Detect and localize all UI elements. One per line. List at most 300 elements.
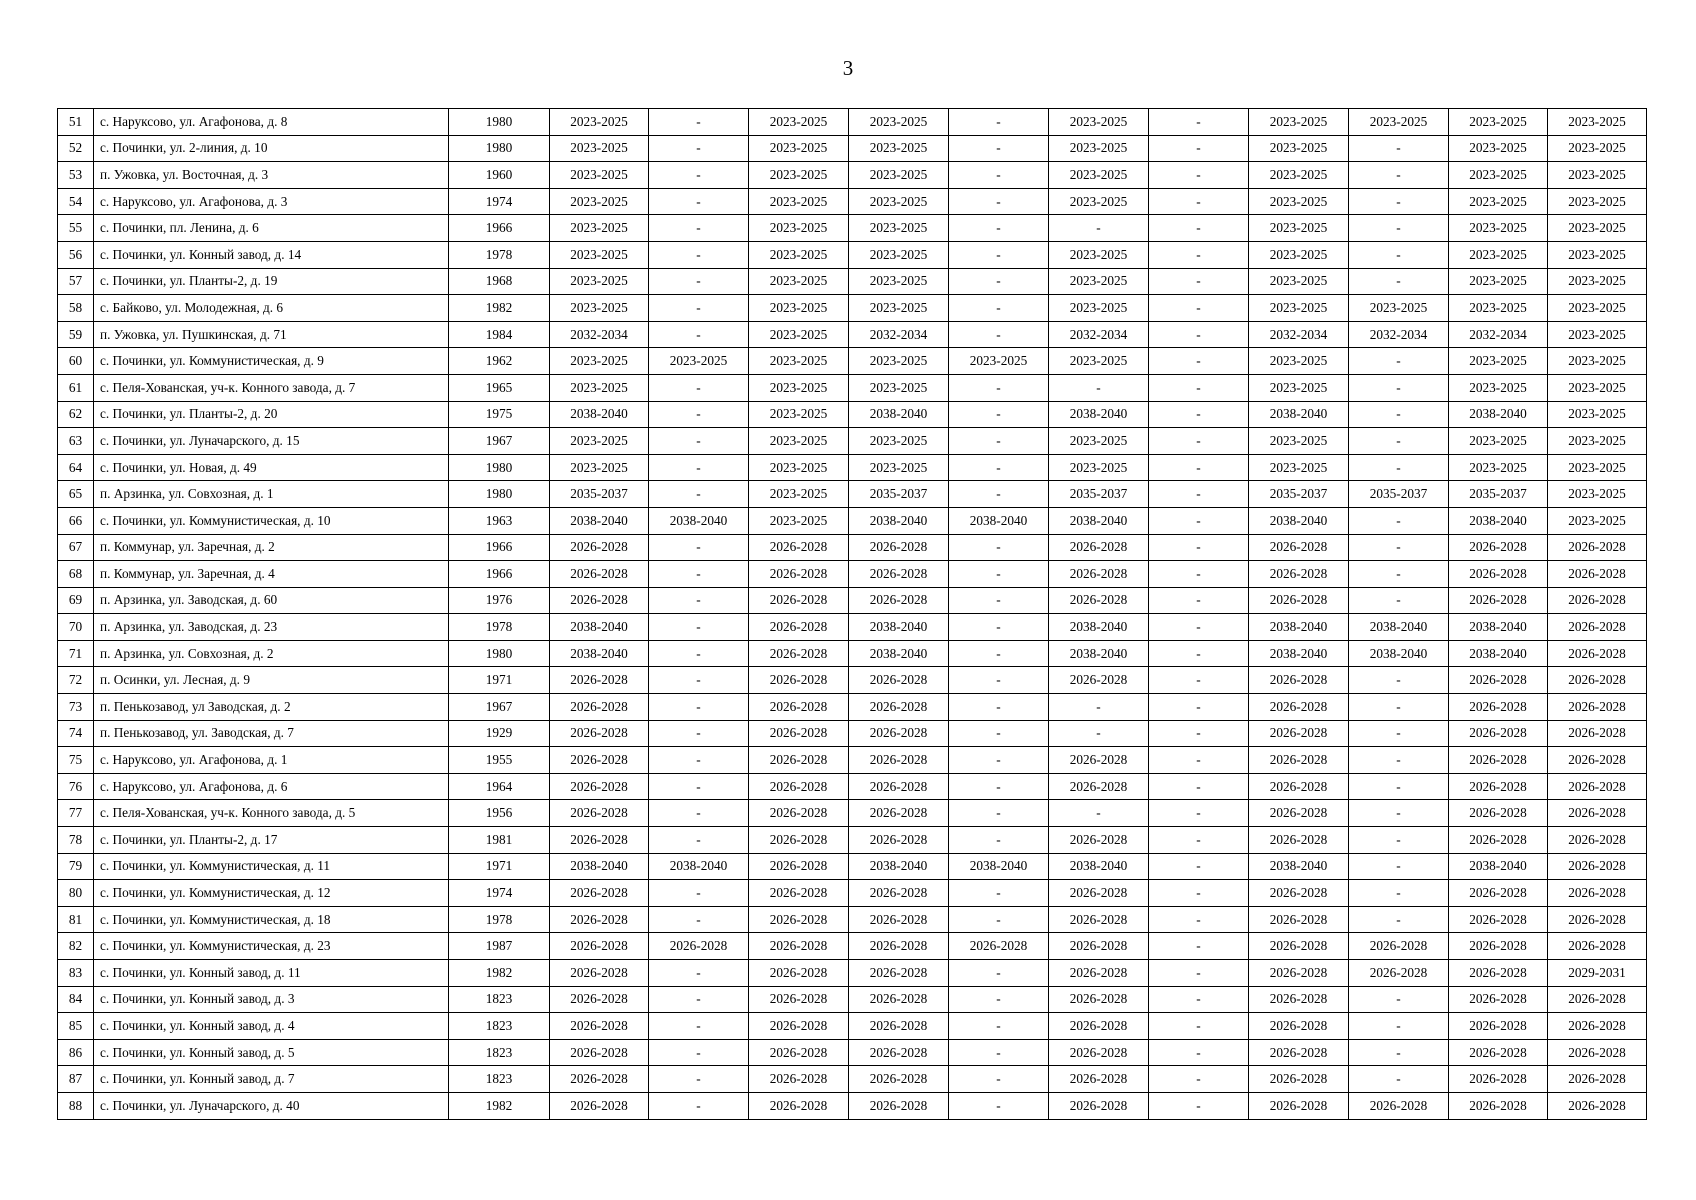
period-cell-7: - <box>1149 827 1249 854</box>
address-cell: с. Наруксово, ул. Агафонова, д. 1 <box>94 747 449 774</box>
period-cell-2: - <box>649 109 749 136</box>
period-cell-10: 2026-2028 <box>1449 747 1548 774</box>
period-cell-11: 2023-2025 <box>1548 241 1647 268</box>
period-cell-7: - <box>1149 853 1249 880</box>
period-cell-10: 2026-2028 <box>1449 986 1548 1013</box>
period-cell-5: - <box>949 1066 1049 1093</box>
period-cell-5: 2023-2025 <box>949 348 1049 375</box>
table-row <box>58 162 1647 189</box>
period-cell-1: 2026-2028 <box>550 1092 649 1119</box>
address-cell: с. Починки, ул. Планты-2, д. 20 <box>94 401 449 428</box>
period-cell-6: 2023-2025 <box>1049 188 1149 215</box>
period-cell-8: 2026-2028 <box>1249 773 1349 800</box>
period-cell-8: 2026-2028 <box>1249 1013 1349 1040</box>
period-cell-9: - <box>1349 720 1449 747</box>
period-cell-2: - <box>649 401 749 428</box>
period-cell-10: 2023-2025 <box>1449 188 1548 215</box>
period-cell-3: 2023-2025 <box>749 428 849 455</box>
period-cell-2: - <box>649 800 749 827</box>
period-cell-5: - <box>949 1039 1049 1066</box>
period-cell-6: 2026-2028 <box>1049 747 1149 774</box>
row-number-cell: 53 <box>58 162 94 189</box>
period-cell-6: 2026-2028 <box>1049 667 1149 694</box>
period-cell-3: 2026-2028 <box>749 1013 849 1040</box>
period-cell-2: - <box>649 215 749 242</box>
period-cell-3: 2026-2028 <box>749 587 849 614</box>
address-cell: с. Байково, ул. Молодежная, д. 6 <box>94 295 449 322</box>
period-cell-11: 2023-2025 <box>1548 374 1647 401</box>
row-number-cell: 87 <box>58 1066 94 1093</box>
period-cell-2: 2026-2028 <box>649 933 749 960</box>
period-cell-3: 2026-2028 <box>749 640 849 667</box>
year-built-cell: 1963 <box>449 507 550 534</box>
table-row <box>58 374 1647 401</box>
period-cell-2: 2038-2040 <box>649 507 749 534</box>
period-cell-9: - <box>1349 428 1449 455</box>
address-cell: с. Починки, ул. Планты-2, д. 17 <box>94 827 449 854</box>
row-number-cell: 56 <box>58 241 94 268</box>
period-cell-7: - <box>1149 401 1249 428</box>
period-cell-7: - <box>1149 773 1249 800</box>
period-cell-6: 2023-2025 <box>1049 348 1149 375</box>
period-cell-9: - <box>1349 880 1449 907</box>
row-number-cell: 55 <box>58 215 94 242</box>
period-cell-9: - <box>1349 561 1449 588</box>
address-cell: п. Ужовка, ул. Пушкинская, д. 71 <box>94 321 449 348</box>
period-cell-5: - <box>949 747 1049 774</box>
period-cell-4: 2026-2028 <box>849 986 949 1013</box>
year-built-cell: 1974 <box>449 188 550 215</box>
row-number-cell: 63 <box>58 428 94 455</box>
period-cell-4: 2026-2028 <box>849 1092 949 1119</box>
table-row <box>58 1039 1647 1066</box>
period-cell-7: - <box>1149 507 1249 534</box>
row-number-cell: 78 <box>58 827 94 854</box>
period-cell-7: - <box>1149 1013 1249 1040</box>
address-cell: п. Арзинка, ул. Совхозная, д. 2 <box>94 640 449 667</box>
period-cell-5: - <box>949 135 1049 162</box>
period-cell-2: - <box>649 534 749 561</box>
period-cell-7: - <box>1149 667 1249 694</box>
address-cell: с. Починки, ул. Коммунистическая, д. 11 <box>94 853 449 880</box>
period-cell-10: 2026-2028 <box>1449 906 1548 933</box>
address-cell: п. Арзинка, ул. Совхозная, д. 1 <box>94 481 449 508</box>
address-cell: с. Починки, пл. Ленина, д. 6 <box>94 215 449 242</box>
year-built-cell: 1965 <box>449 374 550 401</box>
table-row <box>58 614 1647 641</box>
address-cell: с. Починки, ул. Луначарского, д. 40 <box>94 1092 449 1119</box>
table-row <box>58 321 1647 348</box>
period-cell-9: - <box>1349 587 1449 614</box>
period-cell-10: 2023-2025 <box>1449 295 1548 322</box>
year-built-cell: 1823 <box>449 986 550 1013</box>
row-number-cell: 84 <box>58 986 94 1013</box>
period-cell-8: 2026-2028 <box>1249 720 1349 747</box>
period-cell-3: 2023-2025 <box>749 454 849 481</box>
period-cell-6: 2026-2028 <box>1049 906 1149 933</box>
table-row <box>58 880 1647 907</box>
period-cell-1: 2038-2040 <box>550 401 649 428</box>
period-cell-7: - <box>1149 135 1249 162</box>
period-cell-5: - <box>949 188 1049 215</box>
period-cell-10: 2026-2028 <box>1449 587 1548 614</box>
address-cell: п. Пенькозавод, ул. Заводская, д. 7 <box>94 720 449 747</box>
year-built-cell: 1982 <box>449 1092 550 1119</box>
period-cell-1: 2026-2028 <box>550 1013 649 1040</box>
period-cell-3: 2023-2025 <box>749 109 849 136</box>
table-row <box>58 960 1647 987</box>
period-cell-5: 2026-2028 <box>949 933 1049 960</box>
table-row <box>58 773 1647 800</box>
period-cell-10: 2026-2028 <box>1449 667 1548 694</box>
period-cell-9: 2038-2040 <box>1349 614 1449 641</box>
table-row <box>58 481 1647 508</box>
period-cell-3: 2026-2028 <box>749 614 849 641</box>
address-cell: с. Починки, ул. Коммунистическая, д. 23 <box>94 933 449 960</box>
period-cell-10: 2026-2028 <box>1449 1039 1548 1066</box>
period-cell-8: 2038-2040 <box>1249 640 1349 667</box>
period-cell-11: 2029-2031 <box>1548 960 1647 987</box>
period-cell-11: 2026-2028 <box>1548 933 1647 960</box>
period-cell-4: 2026-2028 <box>849 534 949 561</box>
period-cell-2: - <box>649 960 749 987</box>
period-cell-8: 2035-2037 <box>1249 481 1349 508</box>
period-cell-6: 2026-2028 <box>1049 1039 1149 1066</box>
table-row <box>58 561 1647 588</box>
period-cell-2: - <box>649 1039 749 1066</box>
period-cell-6: 2023-2025 <box>1049 109 1149 136</box>
period-cell-7: - <box>1149 268 1249 295</box>
year-built-cell: 1966 <box>449 215 550 242</box>
period-cell-10: 2038-2040 <box>1449 401 1548 428</box>
period-cell-11: 2026-2028 <box>1548 827 1647 854</box>
period-cell-6: 2038-2040 <box>1049 853 1149 880</box>
period-cell-11: 2023-2025 <box>1548 188 1647 215</box>
table-row <box>58 268 1647 295</box>
table-row <box>58 534 1647 561</box>
period-cell-7: - <box>1149 614 1249 641</box>
year-built-cell: 1978 <box>449 241 550 268</box>
period-cell-7: - <box>1149 348 1249 375</box>
period-cell-10: 2026-2028 <box>1449 534 1548 561</box>
row-number-cell: 66 <box>58 507 94 534</box>
period-cell-2: 2023-2025 <box>649 348 749 375</box>
period-cell-8: 2026-2028 <box>1249 587 1349 614</box>
period-cell-9: - <box>1349 188 1449 215</box>
period-cell-5: - <box>949 109 1049 136</box>
period-cell-4: 2026-2028 <box>849 561 949 588</box>
year-built-cell: 1978 <box>449 906 550 933</box>
period-cell-9: - <box>1349 773 1449 800</box>
period-cell-1: 2038-2040 <box>550 614 649 641</box>
row-number-cell: 81 <box>58 906 94 933</box>
row-number-cell: 71 <box>58 640 94 667</box>
period-cell-5: - <box>949 640 1049 667</box>
period-cell-11: 2026-2028 <box>1548 773 1647 800</box>
address-cell: с. Починки, ул. Коммунистическая, д. 10 <box>94 507 449 534</box>
period-cell-7: - <box>1149 374 1249 401</box>
row-number-cell: 61 <box>58 374 94 401</box>
period-cell-2: - <box>649 1092 749 1119</box>
period-cell-1: 2026-2028 <box>550 694 649 721</box>
period-cell-5: - <box>949 720 1049 747</box>
period-cell-10: 2026-2028 <box>1449 561 1548 588</box>
period-cell-10: 2026-2028 <box>1449 1066 1548 1093</box>
period-cell-4: 2023-2025 <box>849 188 949 215</box>
period-cell-5: - <box>949 295 1049 322</box>
period-cell-4: 2023-2025 <box>849 374 949 401</box>
period-cell-8: 2026-2028 <box>1249 667 1349 694</box>
year-built-cell: 1978 <box>449 614 550 641</box>
period-cell-3: 2026-2028 <box>749 667 849 694</box>
period-cell-9: - <box>1349 1039 1449 1066</box>
period-cell-5: - <box>949 800 1049 827</box>
period-cell-6: 2026-2028 <box>1049 986 1149 1013</box>
period-cell-8: 2038-2040 <box>1249 853 1349 880</box>
address-cell: с. Починки, ул. Луначарского, д. 15 <box>94 428 449 455</box>
table-row <box>58 1013 1647 1040</box>
period-cell-11: 2023-2025 <box>1548 454 1647 481</box>
row-number-cell: 79 <box>58 853 94 880</box>
period-cell-8: 2026-2028 <box>1249 1039 1349 1066</box>
period-cell-5: - <box>949 241 1049 268</box>
period-cell-11: 2023-2025 <box>1548 321 1647 348</box>
period-cell-7: - <box>1149 215 1249 242</box>
period-cell-1: 2038-2040 <box>550 507 649 534</box>
period-cell-5: - <box>949 454 1049 481</box>
year-built-cell: 1962 <box>449 348 550 375</box>
period-cell-3: 2026-2028 <box>749 853 849 880</box>
period-cell-10: 2026-2028 <box>1449 800 1548 827</box>
table-row <box>58 694 1647 721</box>
period-cell-6: - <box>1049 720 1149 747</box>
period-cell-6: 2035-2037 <box>1049 481 1149 508</box>
period-cell-7: - <box>1149 534 1249 561</box>
period-cell-11: 2026-2028 <box>1548 534 1647 561</box>
period-cell-5: - <box>949 268 1049 295</box>
period-cell-5: - <box>949 986 1049 1013</box>
year-built-cell: 1966 <box>449 534 550 561</box>
period-cell-5: - <box>949 827 1049 854</box>
year-built-cell: 1967 <box>449 694 550 721</box>
year-built-cell: 1980 <box>449 640 550 667</box>
period-cell-2: - <box>649 188 749 215</box>
address-cell: с. Починки, ул. Конный завод, д. 7 <box>94 1066 449 1093</box>
period-cell-9: - <box>1349 135 1449 162</box>
period-cell-1: 2023-2025 <box>550 454 649 481</box>
period-cell-2: - <box>649 1013 749 1040</box>
period-cell-3: 2023-2025 <box>749 188 849 215</box>
period-cell-2: - <box>649 614 749 641</box>
period-cell-5: - <box>949 401 1049 428</box>
year-built-cell: 1966 <box>449 561 550 588</box>
period-cell-5: - <box>949 773 1049 800</box>
period-cell-1: 2023-2025 <box>550 109 649 136</box>
period-cell-10: 2038-2040 <box>1449 614 1548 641</box>
period-cell-8: 2038-2040 <box>1249 401 1349 428</box>
period-cell-10: 2038-2040 <box>1449 853 1548 880</box>
period-cell-8: 2023-2025 <box>1249 454 1349 481</box>
period-cell-5: - <box>949 880 1049 907</box>
period-cell-7: - <box>1149 747 1249 774</box>
period-cell-4: 2026-2028 <box>849 800 949 827</box>
period-cell-2: 2038-2040 <box>649 853 749 880</box>
period-cell-5: - <box>949 428 1049 455</box>
period-cell-4: 2026-2028 <box>849 960 949 987</box>
period-cell-10: 2026-2028 <box>1449 880 1548 907</box>
period-cell-6: 2023-2025 <box>1049 268 1149 295</box>
period-cell-8: 2023-2025 <box>1249 188 1349 215</box>
period-cell-1: 2026-2028 <box>550 561 649 588</box>
period-cell-3: 2026-2028 <box>749 800 849 827</box>
table-row <box>58 827 1647 854</box>
period-cell-6: - <box>1049 800 1149 827</box>
period-cell-7: - <box>1149 640 1249 667</box>
period-cell-5: - <box>949 561 1049 588</box>
period-cell-4: 2026-2028 <box>849 773 949 800</box>
row-number-cell: 60 <box>58 348 94 375</box>
period-cell-1: 2023-2025 <box>550 162 649 189</box>
period-cell-4: 2035-2037 <box>849 481 949 508</box>
period-cell-4: 2038-2040 <box>849 640 949 667</box>
period-cell-8: 2026-2028 <box>1249 694 1349 721</box>
row-number-cell: 77 <box>58 800 94 827</box>
period-cell-8: 2038-2040 <box>1249 614 1349 641</box>
period-cell-6: 2023-2025 <box>1049 295 1149 322</box>
table-row <box>58 853 1647 880</box>
period-cell-11: 2026-2028 <box>1548 561 1647 588</box>
period-cell-8: 2026-2028 <box>1249 561 1349 588</box>
period-cell-5: - <box>949 321 1049 348</box>
year-built-cell: 1987 <box>449 933 550 960</box>
period-cell-7: - <box>1149 587 1249 614</box>
period-cell-7: - <box>1149 241 1249 268</box>
period-cell-11: 2026-2028 <box>1548 1013 1647 1040</box>
period-cell-9: 2026-2028 <box>1349 1092 1449 1119</box>
address-cell: п. Коммунар, ул. Заречная, д. 4 <box>94 561 449 588</box>
period-cell-9: - <box>1349 348 1449 375</box>
period-cell-4: 2023-2025 <box>849 135 949 162</box>
housing-register-table <box>57 108 1647 1120</box>
period-cell-5: - <box>949 694 1049 721</box>
period-cell-9: 2023-2025 <box>1349 109 1449 136</box>
row-number-cell: 86 <box>58 1039 94 1066</box>
year-built-cell: 1955 <box>449 747 550 774</box>
period-cell-1: 2026-2028 <box>550 773 649 800</box>
period-cell-10: 2023-2025 <box>1449 215 1548 242</box>
year-built-cell: 1971 <box>449 853 550 880</box>
row-number-cell: 68 <box>58 561 94 588</box>
period-cell-2: - <box>649 135 749 162</box>
period-cell-1: 2023-2025 <box>550 374 649 401</box>
table-row <box>58 507 1647 534</box>
period-cell-10: 2038-2040 <box>1449 507 1548 534</box>
period-cell-3: 2026-2028 <box>749 694 849 721</box>
period-cell-4: 2026-2028 <box>849 827 949 854</box>
address-cell: п. Арзинка, ул. Заводская, д. 23 <box>94 614 449 641</box>
year-built-cell: 1956 <box>449 800 550 827</box>
period-cell-9: 2038-2040 <box>1349 640 1449 667</box>
period-cell-5: - <box>949 1013 1049 1040</box>
row-number-cell: 85 <box>58 1013 94 1040</box>
period-cell-10: 2023-2025 <box>1449 109 1548 136</box>
period-cell-1: 2026-2028 <box>550 667 649 694</box>
period-cell-3: 2023-2025 <box>749 135 849 162</box>
period-cell-10: 2026-2028 <box>1449 933 1548 960</box>
period-cell-10: 2026-2028 <box>1449 694 1548 721</box>
year-built-cell: 1823 <box>449 1039 550 1066</box>
period-cell-5: - <box>949 614 1049 641</box>
period-cell-3: 2023-2025 <box>749 374 849 401</box>
address-cell: с. Пеля-Хованская, уч-к. Конного завода, д. 5 <box>94 800 449 827</box>
period-cell-11: 2026-2028 <box>1548 986 1647 1013</box>
period-cell-8: 2023-2025 <box>1249 109 1349 136</box>
period-cell-9: - <box>1349 747 1449 774</box>
period-cell-3: 2026-2028 <box>749 906 849 933</box>
period-cell-7: - <box>1149 880 1249 907</box>
year-built-cell: 1960 <box>449 162 550 189</box>
period-cell-9: - <box>1349 667 1449 694</box>
period-cell-4: 2026-2028 <box>849 880 949 907</box>
period-cell-2: - <box>649 241 749 268</box>
table-row <box>58 800 1647 827</box>
period-cell-5: - <box>949 960 1049 987</box>
period-cell-5: - <box>949 587 1049 614</box>
period-cell-2: - <box>649 561 749 588</box>
period-cell-9: - <box>1349 215 1449 242</box>
year-built-cell: 1976 <box>449 587 550 614</box>
period-cell-9: - <box>1349 986 1449 1013</box>
address-cell: п. Арзинка, ул. Заводская, д. 60 <box>94 587 449 614</box>
period-cell-11: 2023-2025 <box>1548 109 1647 136</box>
period-cell-5: - <box>949 534 1049 561</box>
period-cell-10: 2038-2040 <box>1449 640 1548 667</box>
period-cell-2: - <box>649 268 749 295</box>
period-cell-11: 2023-2025 <box>1548 135 1647 162</box>
period-cell-3: 2023-2025 <box>749 401 849 428</box>
period-cell-10: 2023-2025 <box>1449 454 1548 481</box>
row-number-cell: 54 <box>58 188 94 215</box>
address-cell: с. Починки, ул. Коммунистическая, д. 12 <box>94 880 449 907</box>
period-cell-1: 2026-2028 <box>550 747 649 774</box>
row-number-cell: 58 <box>58 295 94 322</box>
period-cell-8: 2023-2025 <box>1249 374 1349 401</box>
period-cell-1: 2023-2025 <box>550 295 649 322</box>
period-cell-1: 2038-2040 <box>550 853 649 880</box>
row-number-cell: 73 <box>58 694 94 721</box>
period-cell-10: 2026-2028 <box>1449 1092 1548 1119</box>
row-number-cell: 74 <box>58 720 94 747</box>
row-number-cell: 72 <box>58 667 94 694</box>
period-cell-11: 2026-2028 <box>1548 614 1647 641</box>
period-cell-11: 2023-2025 <box>1548 295 1647 322</box>
address-cell: п. Пенькозавод, ул Заводская, д. 2 <box>94 694 449 721</box>
period-cell-10: 2026-2028 <box>1449 773 1548 800</box>
period-cell-6: 2032-2034 <box>1049 321 1149 348</box>
year-built-cell: 1971 <box>449 667 550 694</box>
period-cell-8: 2023-2025 <box>1249 215 1349 242</box>
address-cell: с. Починки, ул. Конный завод, д. 5 <box>94 1039 449 1066</box>
year-built-cell: 1975 <box>449 401 550 428</box>
period-cell-9: - <box>1349 1066 1449 1093</box>
year-built-cell: 1974 <box>449 880 550 907</box>
period-cell-10: 2023-2025 <box>1449 135 1548 162</box>
period-cell-1: 2026-2028 <box>550 1066 649 1093</box>
period-cell-11: 2026-2028 <box>1548 747 1647 774</box>
period-cell-2: - <box>649 906 749 933</box>
period-cell-2: - <box>649 1066 749 1093</box>
period-cell-3: 2026-2028 <box>749 534 849 561</box>
